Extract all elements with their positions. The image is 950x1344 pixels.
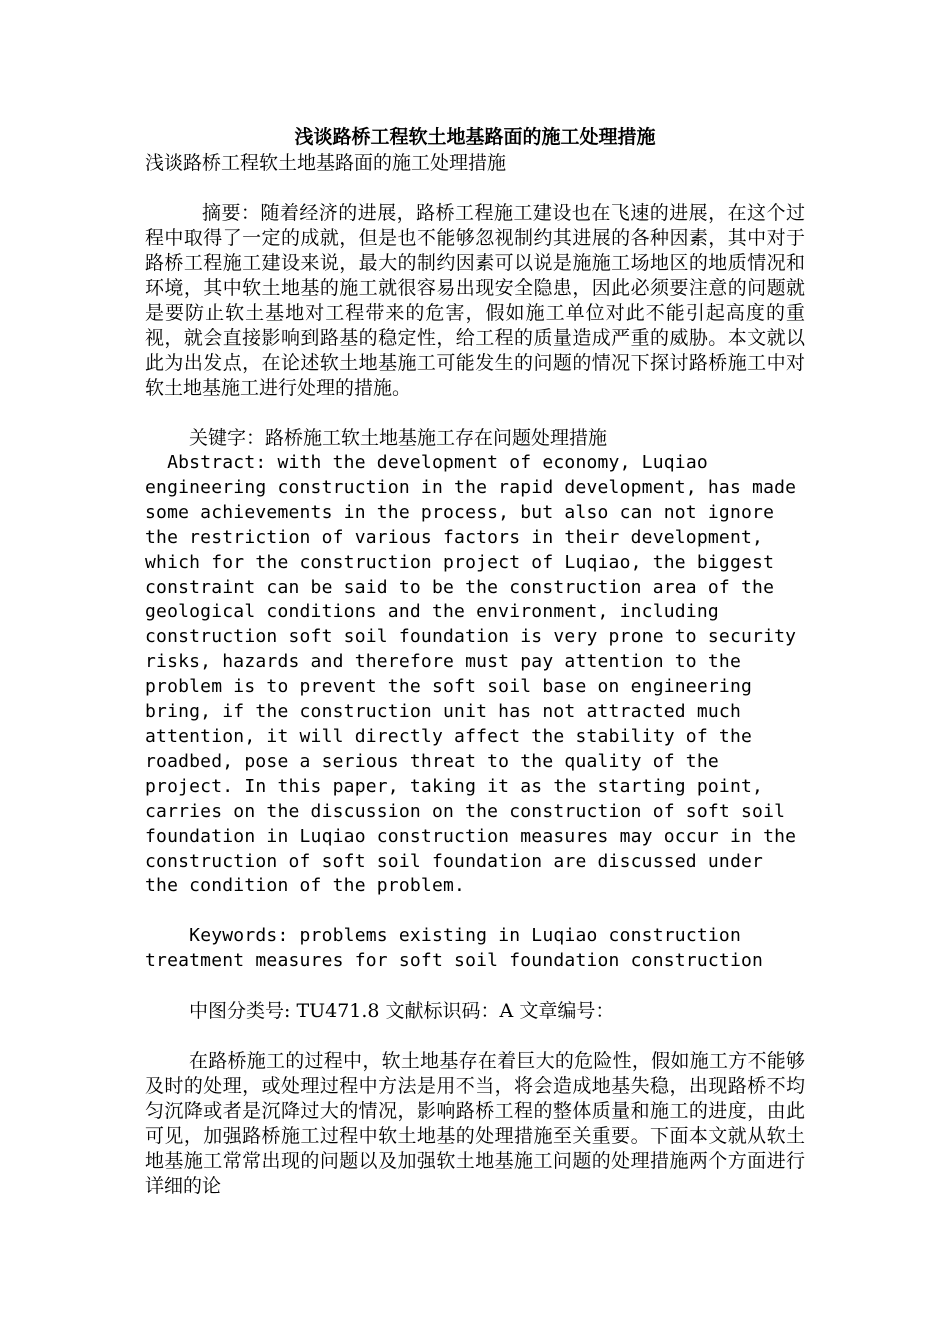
document-subtitle: 浅谈路桥工程软土地基路面的施工处理措施 [145, 152, 507, 174]
spacer [145, 1024, 805, 1049]
spacer [145, 176, 805, 201]
document-page [145, 124, 805, 1199]
abstract-english: Abstract: with the development of economy, Luqiao engineering construction in the rapid development, has made some achievements in the process, but also can not ignore the restriction of various factors in their development, which for the construction project of Luqiao, the biggest constraint can be said to be the construction area of the geological conditions and the environment, including construction soft soil foundation is very prone to security risks, hazards and therefore must pay attention to the problem is to prevent the soft soil base on engineering bring, if the construction unit has not attracted much attention, it will directly affect the stability of the roadbed, pose a serious threat to the quality of the project. In this paper, taking it as the starting point, carries on the discussion on the construction of soft soil foundation in Luqiao construction measures may occur in the construction of soft soil foundation are discussed under the condition of the problem. [145, 452, 797, 897]
spacer [145, 974, 805, 999]
keywords-english: Keywords: problems existing in Luqiao construction treatment measures for soft soil foundation construction [145, 925, 764, 972]
abstract-chinese: 摘要：随着经济的进展，路桥工程施工建设也在飞速的进展，在这个过程中取得了一定的成就，但是也不能够忽视制约其进展的各种因素，其中对于路桥工程施工建设来说，最大的制约因素可以说是施施工场地区的地质情况和环境，其中软土地基的施工就很容易出现安全隐患，因此必须要注意的问题就是要防止软土基地对工程带来的危害，假如施工单位对此不能引起高度的重视，就会直接影响到路基的稳定性，给工程的质量造成严重的威胁。本文就以此为出发点，在论述软土地基施工可能发生的问题的情况下探讨路桥施工中对软土地基施工进行处理的措施。 [145, 202, 805, 399]
document-title: 浅谈路桥工程软土地基路面的施工处理措施 [294, 126, 656, 148]
spacer [145, 401, 805, 426]
keywords-chinese: 关键字：路桥施工软土地基施工存在问题处理措施 [189, 427, 608, 449]
spacer [145, 899, 805, 924]
classification-line: 中图分类号: TU471.8 文献标识码：A 文章编号： [189, 1000, 615, 1023]
introduction-paragraph: 在路桥施工的过程中，软土地基存在着巨大的危险性，假如施工方不能够及时的处理，或处理过程中方法是用不当，将会造成地基失稳，出现路桥不均匀沉降或者是沉降过大的情况，影响路桥工程的整体质量和施工的进度，由此可见，加强路桥施工过程中软土地基的处理措施至关重要。下面本文就从软土地基施工常常出现的问题以及加强软土地基施工问题的处理措施两个方面进行详细的论 [145, 1050, 805, 1198]
